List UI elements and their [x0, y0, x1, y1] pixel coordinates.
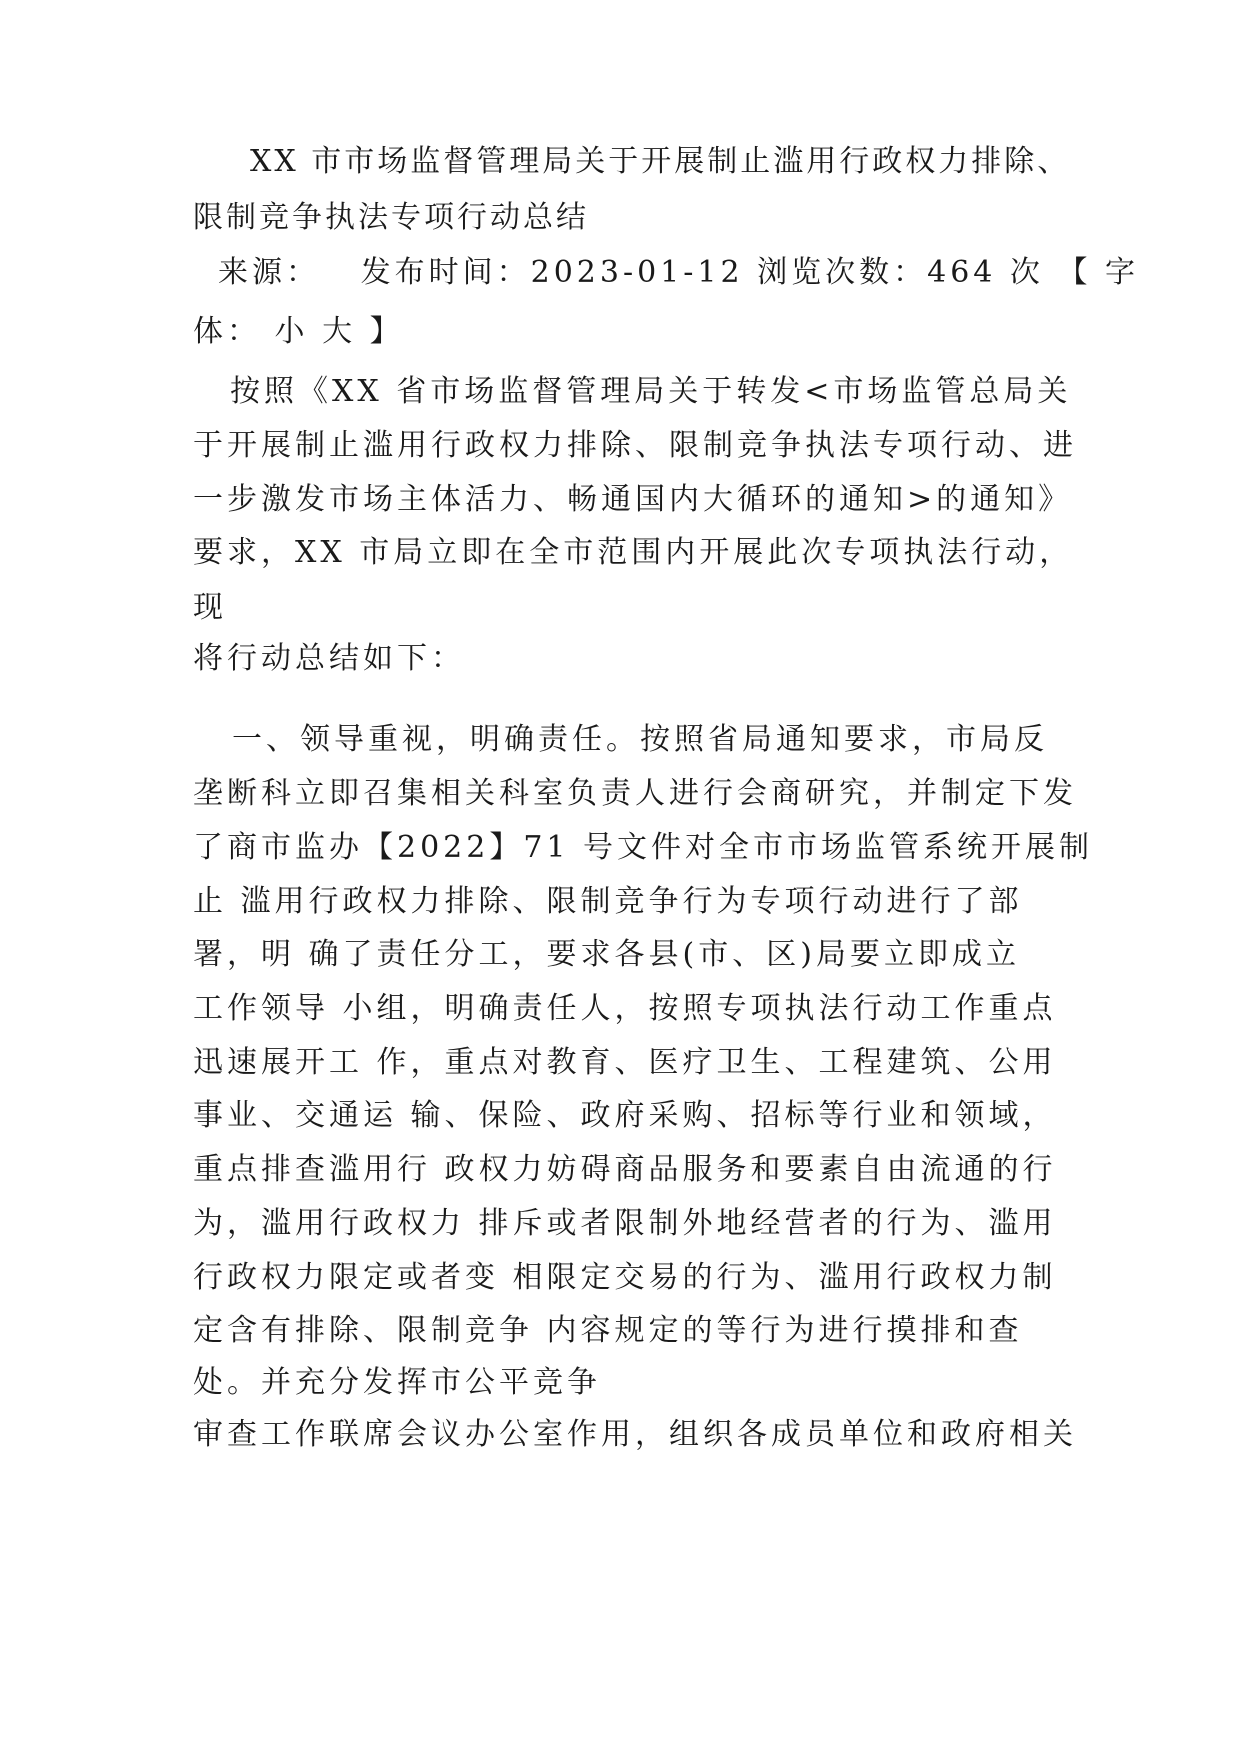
- section1-line-6: 工作领导 小组，明确责任人，按照专项执法行动工作重点: [193, 991, 1057, 1026]
- intro-line-6: 将行动总结如下：: [193, 641, 465, 676]
- section1-line-1: 一、领导重视，明确责任。按照省局通知要求，市局反: [232, 722, 1048, 757]
- section1-line-8: 事业、交通运 输、保险、政府采购、招标等行业和领域，: [193, 1098, 1057, 1133]
- section1-line-13: 处。并充分发挥市公平竞争: [193, 1365, 601, 1400]
- section1-line-7: 迅速展开工 作，重点对教育、医疗卫生、工程建筑、公用: [193, 1045, 1057, 1080]
- meta-line-2: 体： 小 大 】: [193, 314, 404, 349]
- section1-line-14: 审查工作联席会议办公室作用，组织各成员单位和政府相关: [193, 1417, 1077, 1452]
- section1-line-5: 署，明 确了责任分工，要求各县(市、区)局要立即成立: [193, 937, 1020, 972]
- meta-line-1: 来源： 发布时间：2023-01-12 浏览次数：464 次 【 字: [218, 255, 1139, 290]
- section1-line-4: 止 滥用行政权力排除、限制竞争行为专项行动进行了部: [193, 884, 1023, 919]
- section1-line-3: 了商市监办【2022】71 号文件对全市市场监管系统开展制: [193, 830, 1094, 865]
- intro-line-4: 要求，XX 市局立即在全市范围内开展此次专项执法行动，: [193, 535, 1074, 570]
- intro-line-1: 按照《XX 省市场监督管理局关于转发<市场监管总局关: [230, 374, 1072, 409]
- intro-line-3: 一步激发市场主体活力、畅通国内大循环的通知>的通知》: [193, 482, 1073, 517]
- title-line-1: XX 市市场监督管理局关于开展制止滥用行政权力排除、: [250, 144, 1071, 179]
- section1-line-9: 重点排查滥用行 政权力妨碍商品服务和要素自由流通的行: [193, 1152, 1057, 1187]
- section1-line-2: 垄断科立即召集相关科室负责人进行会商研究，并制定下发: [193, 776, 1077, 811]
- section1-line-11: 行政权力限定或者变 相限定交易的行为、滥用行政权力制: [193, 1260, 1057, 1295]
- intro-line-5: 现: [193, 590, 227, 625]
- section1-line-10: 为，滥用行政权力 排斥或者限制外地经营者的行为、滥用: [193, 1206, 1057, 1241]
- intro-line-2: 于开展制止滥用行政权力排除、限制竞争执法专项行动、进: [193, 428, 1077, 463]
- section1-line-12: 定含有排除、限制竞争 内容规定的等行为进行摸排和查: [193, 1313, 1023, 1348]
- title-line-2: 限制竞争执法专项行动总结: [193, 200, 589, 235]
